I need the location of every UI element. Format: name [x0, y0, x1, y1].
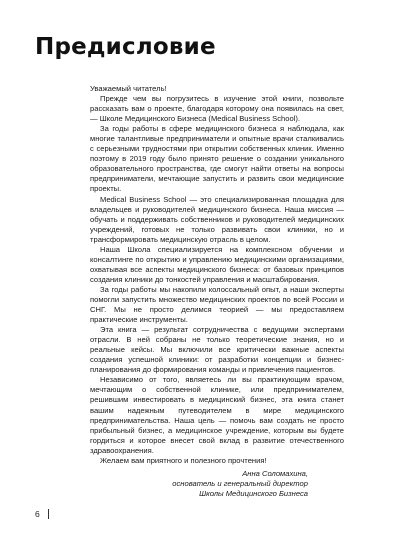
paragraph-specialization: Наша Школа специализируется на комплексном обучении и консалтинге по открытию и управлению медицинскими организациями, охватывая все аспекты медицинского бизнеса: от базовых принципов создания клиники до тонкостей управления и масштабирования. — [90, 244, 344, 284]
signature-name: Анна Соломахина, — [242, 469, 308, 478]
signature-org: Школы Медицинского Бизнеса — [199, 489, 308, 498]
paragraph-history: За годы работы в сфере медицинского бизнеса я наблюдала, как многие талантливые предприниматели и опытные врачи сталкивались с серьезными трудностями при открытии собственных клиник. Именно поэтому в 2019 году было принято решение о создании уникального образовательного пространства, где смогут найти ответы на вопросы предприниматели, мечтающие запустить и развить свои медицинские проекты. — [90, 124, 344, 194]
greeting: Уважаемый читатель! — [90, 84, 167, 93]
signature-role: основатель и генеральный директор — [172, 479, 308, 488]
page-footer — [35, 509, 49, 519]
page-number: 6 — [35, 509, 40, 519]
paragraph-audience: Независимо от того, являетесь ли вы практикующим врачом, мечтающим о собственной клинике, или предпринимателем, решившим инвестировать в медицинский бизнес, эта книга станет вашим надежным путеводителем в мире медицинского предпринимательства. Наша цель — помочь вам создать не просто прибыльный бизнес, а медицинское учреждение, которым вы будете гордиться и которое внесет свой вклад в развитие отечественного здравоохранения. — [90, 375, 344, 455]
paragraph-book: Эта книга — результат сотрудничества с ведущими экспертами отрасли. В ней собраны не только теоретические знания, но и реальные кейсы. Мы включили все критически важные аспекты создания успешной клиники: от разработки концепции и бизнес-планирования до формирования команды и привлечения пациентов. — [90, 325, 344, 375]
paragraph-experience: За годы работы мы накопили колоссальный опыт, а наши эксперты помогли запустить множество медицинских проектов по всей России и СНГ. Мы не просто делимся теорией — мы предоставляем практические инструменты. — [90, 284, 344, 325]
signature-block — [58, 469, 308, 499]
page-title: Предисловие — [35, 34, 216, 60]
footer-divider — [48, 509, 49, 519]
foreword-body — [90, 84, 344, 466]
paragraph-mission: Medical Business School — это специализированная площадка для владельцев и руководителей медицинского бизнеса. Наша миссия — обучать и поддерживать собственников и руководителей медицинских учреждений, готовых не только развивать свои клиники, но и трансформировать медицинскую отрасль в целом. — [90, 194, 344, 244]
paragraph-wishes: Желаем вам приятного и полезного прочтения! — [100, 455, 267, 465]
paragraph-intro: Прежде чем вы погрузитесь в изучение этой книги, позвольте рассказать вам о проекте, благодаря которому она появилась на свет, — Школе Медицинского Бизнеса (Medical Business School). — [90, 94, 344, 124]
